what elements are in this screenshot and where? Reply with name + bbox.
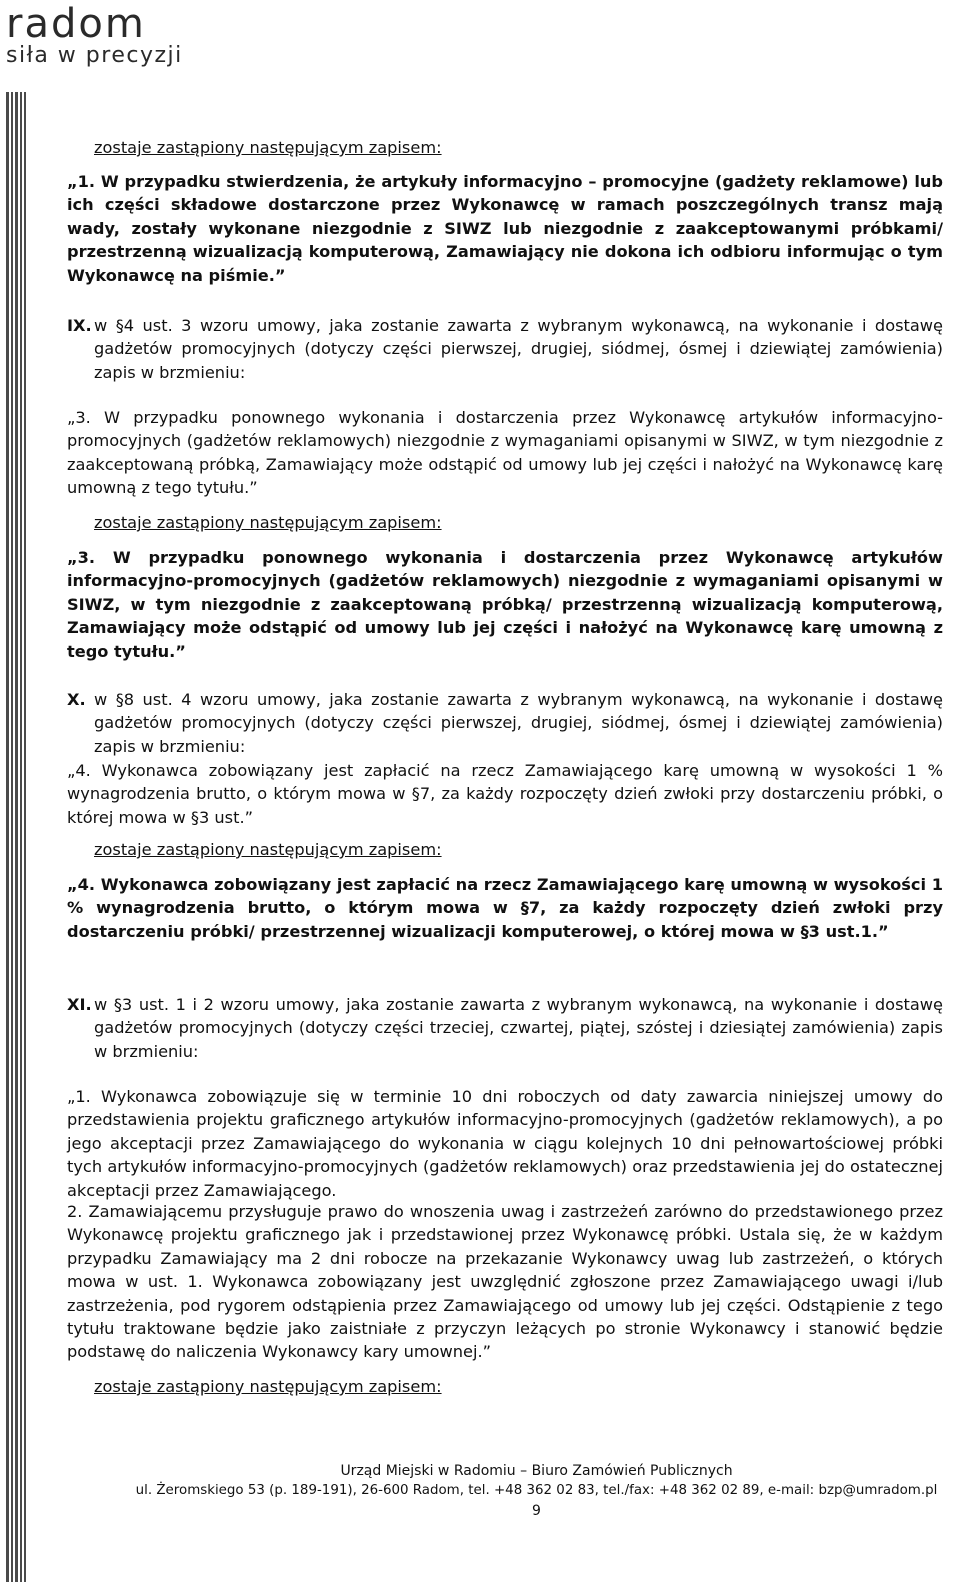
stripe: [15, 92, 18, 1582]
footer-office: Urząd Miejski w Radomiu – Biuro Zamówień Publicznych: [340, 1463, 733, 1479]
new-clause-4: „4. Wykonawca zobowiązany jest zapłacić na rzecz Zamawiającego karę umowną w wysokości 1 % wynagrodzenia brutto, o którym mowa w §7, za każdy rozpoczęty dzień zwłoki przy dostarczeniu próbki/ przestrzennej wizualizacji komputerowej, o której mowa w §3 ust.1.”: [67, 875, 943, 941]
replacement-note: zostaje zastąpiony następującym zapisem:: [94, 513, 442, 532]
stripe: [24, 92, 26, 1582]
amendment-item-ix: [67, 314, 943, 384]
old-clause-4: „4. Wykonawca zobowiązany jest zapłacić na rzecz Zamawiającego karę umowną w wysokości 1 % wynagrodzenia brutto, o którym mowa w §7, za każdy rozpoczęty dzień zwłoki przy dostarczeniu próbki, o której mowa w §3 ust.”: [67, 761, 943, 827]
stripe: [6, 92, 9, 1582]
old-clause-3: „3. W przypadku ponownego wykonania i dostarczenia przez Wykonawcę artykułów informacyjno-promocyjnych (gadżetów reklamowych) niezgodnie z wymaganiami opisanymi w SIWZ, w tym niezgodnie z zaakceptowaną próbką, Zamawiający może odstąpić od umowy lub jej części i nałożyć na Wykonawcę karę umowną z tego tytułu.”: [67, 408, 943, 498]
page-number: 9: [532, 1503, 541, 1519]
stripe: [11, 92, 13, 1582]
replacement-note: zostaje zastąpiony następującym zapisem:: [94, 1377, 442, 1396]
footer: [130, 1461, 943, 1521]
logo-tagline: siła w precyzji: [6, 43, 183, 68]
old-clause-xi-2: 2. Zamawiającemu przysługuje prawo do wnoszenia uwag i zastrzeżeń zarówno do przedstawionego przez Wykonawcę projektu graficznego jak i przedstawionej przez Wykonawcę próbki. Ustala się, że w każdym przypadku Zamawiający ma 2 dni robocze na przekazanie Wykonawcy uwag lub zastrzeżeń, o których mowa w ust. 1. Wykonawca zobowiązany jest uwzględnić zgłoszone przez Zamawiającego uwagi i/lub zastrzeżenia, pod rygorem odstąpienia przez Zamawiającego od umowy lub jej części. Odstąpienie z tego tytułu traktowane będzie jako zaistniałe z przyczyn leżących po stronie Wykonawcy i stanowić będzie podstawę do naliczenia Wykonawcy kary umownej.”: [67, 1202, 943, 1362]
item-number: XI.: [67, 995, 92, 1014]
new-clause-3: „3. W przypadku ponownego wykonania i dostarczenia przez Wykonawcę artykułów informacyjno-promocyjnych (gadżetów reklamowych) niezgodnie z wymaganiami opisanymi w SIWZ, w tym niezgodnie z zaakceptowaną próbką/ przestrzenną wizualizacją komputerową, Zamawiający może odstąpić od umowy lub jej części i nałożyć na Wykonawcę karę umowną z tego tytułu.”: [67, 548, 943, 661]
logo-wordmark: radom: [6, 1, 146, 47]
amendment-item-xi: [67, 993, 943, 1063]
stripe: [20, 92, 22, 1582]
replacement-note: zostaje zastąpiony następującym zapisem:: [94, 138, 442, 157]
item-text: w §8 ust. 4 wzoru umowy, jaka zostanie zawarta z wybranym wykonawcą, na wykonanie i dostawę gadżetów promocyjnych (dotyczy części pierwszej, drugiej, siódmej, ósmej i dziewiątej zamówienia) zapis w brzmieniu:: [94, 690, 943, 756]
footer-address: ul. Żeromskiego 53 (p. 189-191), 26-600 Radom, tel. +48 362 02 83, tel./fax: +48 362 02 89, e-mail: bzp@umradom.pl: [135, 1483, 938, 1498]
new-clause-1: „1. W przypadku stwierdzenia, że artykuły informacyjno – promocyjne (gadżety reklamowe) lub ich części składowe dostarczone przez Wykonawcę w ramach poszczególnych transz mają wady, zostały wykonane niezgodnie z SIWZ lub niezgodnie z zaakceptowanymi próbkami/ przestrzenną wizualizacją komputerową, Zamawiający nie dokona ich odbioru informując o tym Wykonawcę na piśmie.”: [67, 172, 943, 285]
old-clause-xi-1: „1. Wykonawca zobowiązuje się w terminie 10 dni roboczych od daty zawarcia niniejszej umowy do przedstawienia projektu graficznego artykułów informacyjno-promocyjnych (gadżetów reklamowych), a po jego akceptacji przez Zamawiającego do wykonania w ciągu kolejnych 10 dni pełnowartościowej próbki tych artykułów informacyjno-promocyjnych (gadżetów reklamowych) oraz przedstawienia jej do ostatecznej akceptacji przez Zamawiającego.: [67, 1087, 943, 1200]
item-text: w §3 ust. 1 i 2 wzoru umowy, jaka zostanie zawarta z wybranym wykonawcą, na wykonanie i dostawę gadżetów promocyjnych (dotyczy części trzeciej, czwartej, piątej, szóstej i dziesiątej zamówienia) zapis w brzmieniu:: [94, 995, 943, 1061]
amendment-item-x: [67, 688, 943, 758]
left-decorative-stripes: [6, 92, 28, 1582]
item-text: w §4 ust. 3 wzoru umowy, jaka zostanie zawarta z wybranym wykonawcą, na wykonanie i dostawę gadżetów promocyjnych (dotyczy części pierwszej, drugiej, siódmej, ósmej i dziewiątej zamówienia) zapis w brzmieniu:: [94, 316, 943, 382]
replacement-note: zostaje zastąpiony następującym zapisem:: [94, 840, 442, 859]
item-number: X.: [67, 690, 86, 709]
radom-logo: [6, 1, 206, 70]
item-number: IX.: [67, 316, 92, 335]
